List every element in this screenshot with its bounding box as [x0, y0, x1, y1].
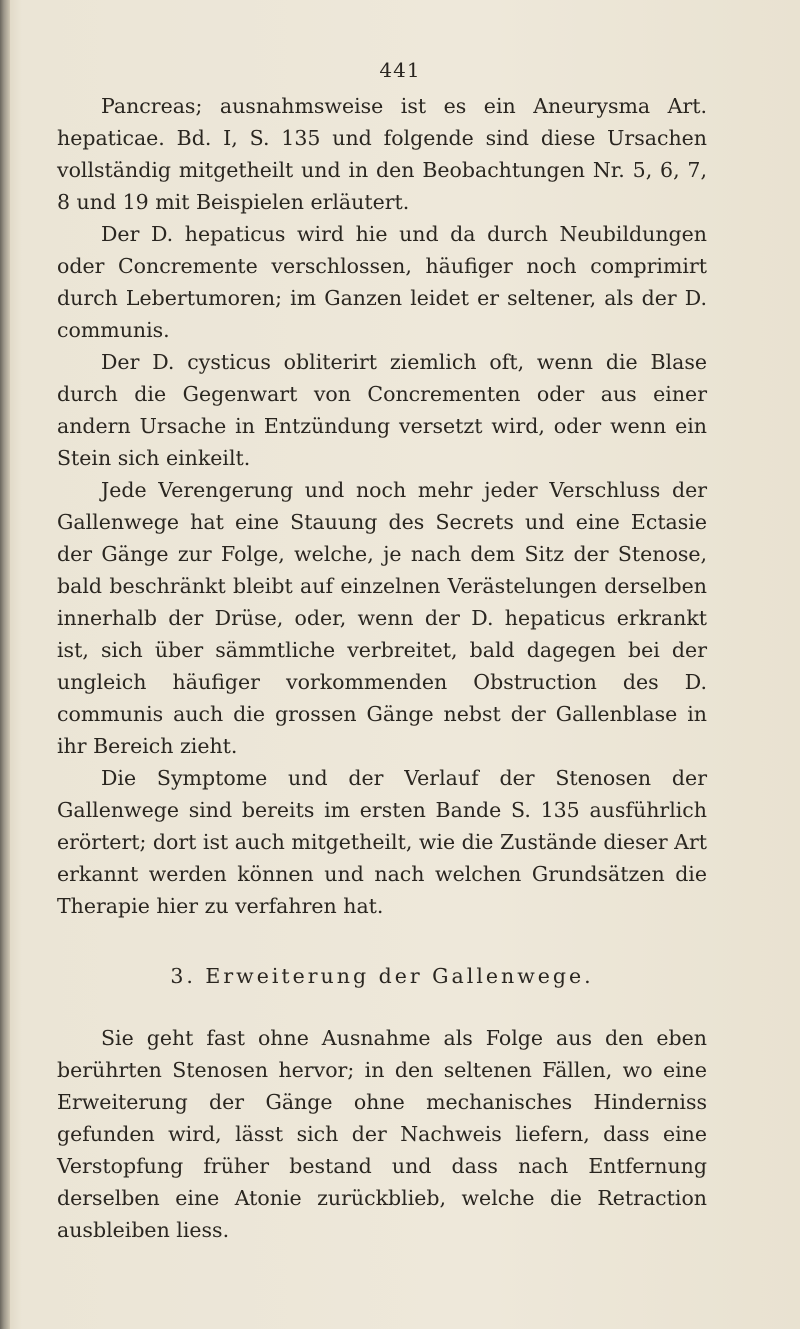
page-text	[57, 90, 707, 1246]
paragraph: Sie geht fast ohne Ausnahme als Folge aus den eben berührten Stenosen hervor; in den seltenen Fällen, wo eine Erweiterung der Gänge ohne mechanisches Hinderniss gefunden wird, lässt sich der Nachweis liefern, dass eine Verstopfung früher bestand und dass nach Entfernung derselben eine Atonie zurückblieb, welche die Retraction ausbleiben liess.	[57, 1026, 707, 1242]
paragraph: Pancreas; ausnahmsweise ist es ein Aneurysma Art. hepaticae. Bd. I, S. 135 und folgende sind diese Ursachen vollständig mitgetheilt und in den Beobachtungen Nr. 5, 6, 7, 8 und 19 mit Beispielen erläutert.	[57, 94, 707, 214]
section-heading: 3. Erweiterung der Gallenwege.	[170, 964, 594, 988]
paragraph: Die Symptome und der Verlauf der Stenosen der Gallenwege sind bereits im ersten Bande S. 135 ausführlich erörtert; dort ist auch mitgetheilt, wie die Zustände dieser Art erkannt werden können und nach welchen Grundsätzen die Therapie hier zu verfahren hat.	[57, 766, 707, 918]
page-edge	[0, 0, 10, 1329]
paragraph: Der D. hepaticus wird hie und da durch Neubildungen oder Concremente verschlossen, häufiger noch comprimirt durch Lebertumoren; im Ganzen leidet er seltener, als der D. communis.	[57, 222, 707, 342]
paragraph: Der D. cysticus obliterirt ziemlich oft, wenn die Blase durch die Gegenwart von Concrementen oder aus einer andern Ursache in Entzündung versetzt wird, oder wenn ein Stein sich einkeilt.	[57, 350, 707, 470]
page-number: 441	[379, 58, 421, 82]
paragraph: Jede Verengerung und noch mehr jeder Verschluss der Gallenwege hat eine Stauung des Secrets und eine Ectasie der Gänge zur Folge, welche, je nach dem Sitz der Stenose, bald beschränkt bleibt auf einzelnen Verästelungen derselben innerhalb der Drüse, oder, wenn der D. hepaticus erkrankt ist, sich über sämmtliche verbreitet, bald dagegen bei der ungleich häufiger vorkommenden Obstruction des D. communis auch die grossen Gänge nebst der Gallenblase in ihr Bereich zieht.	[57, 478, 707, 758]
